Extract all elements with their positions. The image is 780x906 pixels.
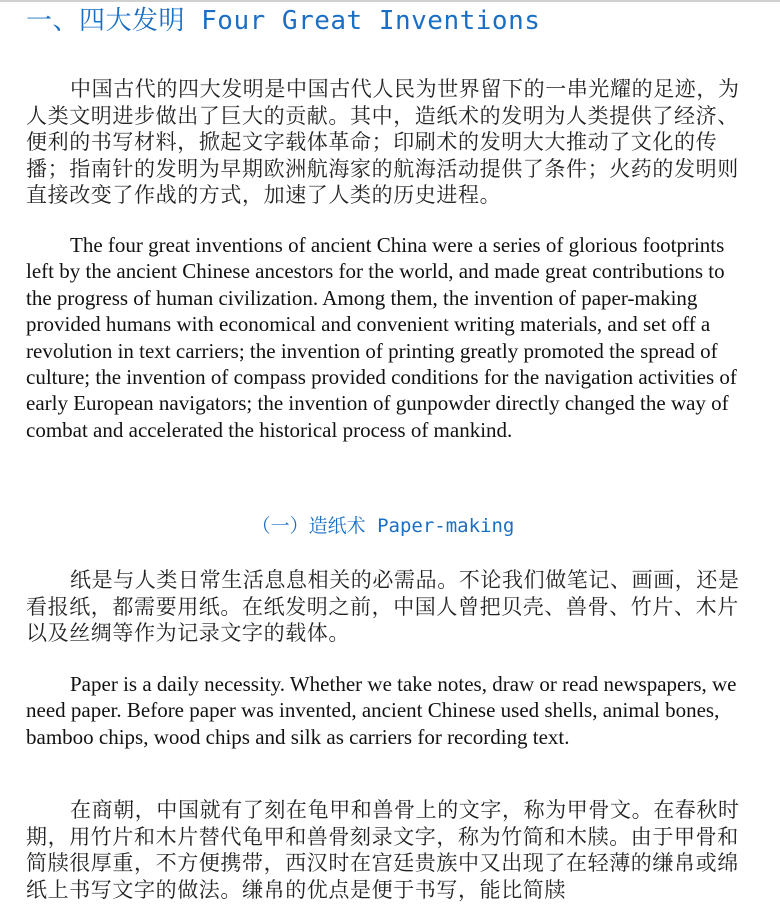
- page-top-border: [0, 0, 780, 2]
- subsection-heading: （一）造纸术 Paper-making: [251, 515, 515, 537]
- paragraph-zh-paper-2: 在商朝，中国就有了刻在龟甲和兽骨上的文字，称为甲骨文。在春秋时期，用竹片和木片替代龟甲和兽骨刻录文字，称为竹简和木牍。由于甲骨和简牍很厚重，不方便携带，西汉时在宫廷贵族中又出现了在轻薄的缣帛或绵纸上书写文字的做法。缣帛的优点是便于书写，能比简牍: [26, 798, 740, 902]
- paragraph-zh-intro: 中国古代的四大发明是中国古代人民为世界留下的一串光耀的足迹，为人类文明进步做出了巨大的贡献。其中，造纸术的发明为人类提供了经济、便利的书写材料，掀起文字载体革命；印刷术的发明大大推动了文化的传播；指南针的发明为早期欧洲航海家的航海活动提供了条件；火药的发明则直接改变了作战的方式，加速了人类的历史进程。: [26, 77, 740, 207]
- paragraph-zh-paper-1: 纸是与人类日常生活息息相关的必需品。不论我们做笔记、画画，还是看报纸，都需要用纸。在纸发明之前，中国人曾把贝壳、兽骨、竹片、木片以及丝绸等作为记录文字的载体。: [26, 568, 740, 645]
- section-heading: 一、四大发明 Four Great Inventions: [26, 6, 541, 36]
- paragraph-en-intro: The four great inventions of ancient China were a series of glorious footprints left by the ancient Chinese ancestors for the world, and made great contributions to the progress of human civilization. Among them, the invention of paper-making provided humans with economical and convenient writing materials, and set off a revolution in text carriers; the invention of printing greatly promoted the spread of culture; the invention of compass provided conditions for the navigation activities of early European navigators; the invention of gunpowder directly changed the way of combat and accelerated the historical process of mankind.: [26, 233, 737, 442]
- paragraph-en-paper-1: Paper is a daily necessity. Whether we take notes, draw or read newspapers, we need paper. Before paper was invented, ancient Chinese used shells, animal bones, bamboo chips, wood chips and silk as carriers for recording text.: [26, 672, 737, 749]
